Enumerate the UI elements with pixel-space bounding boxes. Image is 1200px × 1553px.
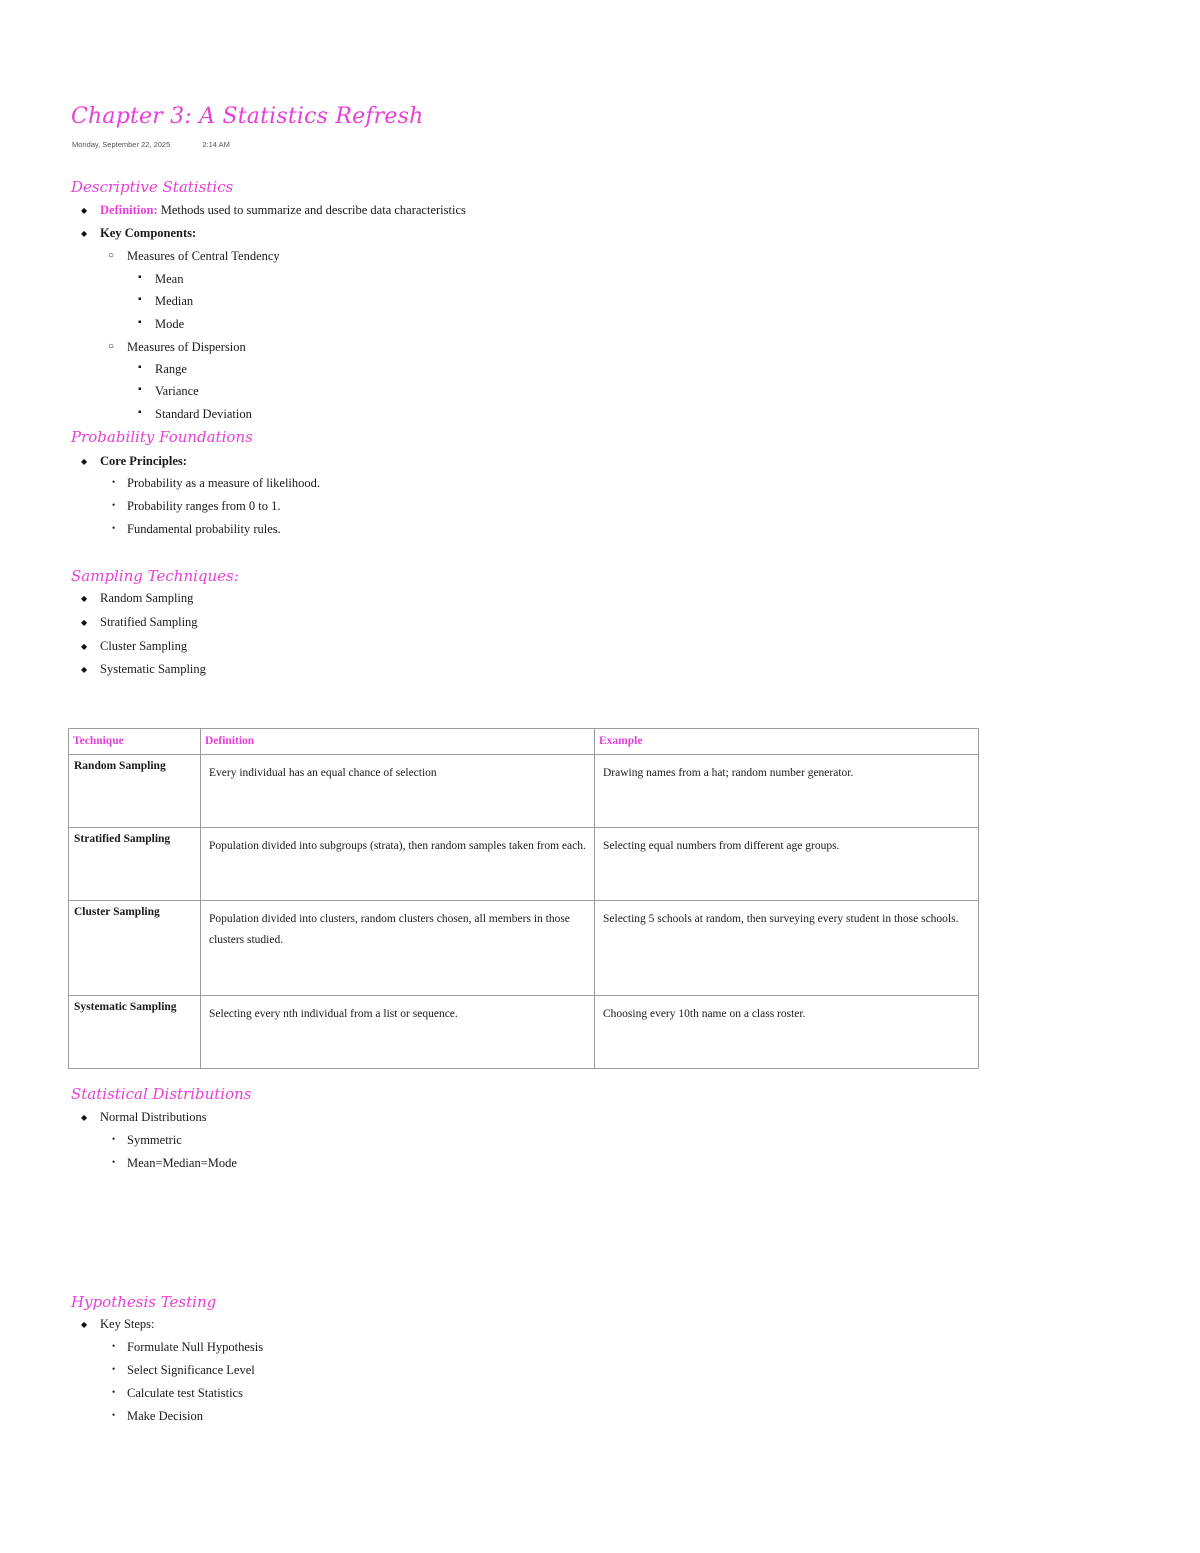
list-item-probability-1: • Probability as a measure of likelihood. [127, 476, 320, 491]
list-item-median: ▪ Median [155, 294, 193, 309]
table-cell-technique: Random Sampling [69, 755, 201, 828]
list-item-mode: ▪ Mode [155, 317, 184, 332]
table-header-row [69, 729, 979, 755]
list-item-mean-median-mode: • Mean=Median=Mode [127, 1156, 237, 1171]
list-item-systematic-sampling: ◆ Systematic Sampling [100, 662, 206, 677]
table-cell-definition: Selecting every nth individual from a list or sequence. [201, 996, 595, 1069]
list-item-cluster-sampling: ◆ Cluster Sampling [100, 639, 187, 654]
table-cell-definition: Population divided into clusters, random clusters chosen, all members in those clusters studied. [201, 901, 595, 996]
sampling-techniques-table [68, 728, 979, 1069]
list-item-key-steps: ◆ Key Steps: [100, 1317, 155, 1332]
table-cell-technique: Stratified Sampling [69, 828, 201, 901]
table-cell-definition: Every individual has an equal chance of selection [201, 755, 595, 828]
list-item-mean: ▪ Mean [155, 272, 183, 287]
heading-descriptive-statistics: Descriptive Statistics [71, 178, 234, 196]
table-cell-example: Selecting 5 schools at random, then surveying every student in those schools. [595, 901, 979, 996]
heading-statistical-distributions: Statistical Distributions [71, 1085, 252, 1103]
table-row [69, 996, 979, 1069]
page-title: Chapter 3: A Statistics Refresh [71, 104, 424, 129]
table-cell-definition: Population divided into subgroups (strata), then random samples taken from each. [201, 828, 595, 901]
list-item-probability-2: • Probability ranges from 0 to 1. [127, 499, 280, 514]
list-item-normal-distributions: ◆ Normal Distributions [100, 1110, 207, 1125]
list-item-symmetric: • Symmetric [127, 1133, 182, 1148]
table-row [69, 755, 979, 828]
definition-text: Methods used to summarize and describe data characteristics [157, 203, 466, 217]
table-cell-example: Choosing every 10th name on a class roster. [595, 996, 979, 1069]
list-item-key-components: ◆ Key Components: [100, 226, 196, 241]
list-item-random-sampling: ◆ Random Sampling [100, 591, 193, 606]
page-meta [72, 140, 230, 149]
table-header-example: Example [595, 729, 979, 755]
list-item-formulate-null: • Formulate Null Hypothesis [127, 1340, 263, 1355]
page-date: Monday, September 22, 2025 [72, 140, 171, 149]
table-header-technique: Technique [69, 729, 201, 755]
list-item-probability-3: • Fundamental probability rules. [127, 522, 281, 537]
list-item-core-principles: ◆ Core Principles: [100, 454, 187, 469]
list-item-variance: ▪ Variance [155, 384, 199, 399]
heading-probability-foundations: Probability Foundations [71, 428, 253, 446]
list-item-standard-deviation: ▪ Standard Deviation [155, 407, 252, 422]
list-item-central-tendency: ○ Measures of Central Tendency [127, 249, 280, 264]
list-item-calculate-test: • Calculate test Statistics [127, 1386, 243, 1401]
table-cell-technique: Systematic Sampling [69, 996, 201, 1069]
list-item-definition [100, 203, 466, 218]
table-row [69, 828, 979, 901]
list-item-dispersion: ○ Measures of Dispersion [127, 340, 246, 355]
table-cell-example: Drawing names from a hat; random number generator. [595, 755, 979, 828]
heading-hypothesis-testing: Hypothesis Testing [71, 1293, 217, 1311]
page-time: 2:14 AM [202, 140, 230, 149]
heading-sampling-techniques: Sampling Techniques: [71, 567, 239, 585]
list-item-make-decision: • Make Decision [127, 1409, 203, 1424]
table-header-definition: Definition [201, 729, 595, 755]
list-item-range: ▪ Range [155, 362, 187, 377]
list-item-select-significance: • Select Significance Level [127, 1363, 255, 1378]
definition-label: Definition: [100, 203, 158, 217]
table-row [69, 901, 979, 996]
table-cell-technique: Cluster Sampling [69, 901, 201, 996]
table-cell-example: Selecting equal numbers from different age groups. [595, 828, 979, 901]
list-item-stratified-sampling: ◆ Stratified Sampling [100, 615, 198, 630]
